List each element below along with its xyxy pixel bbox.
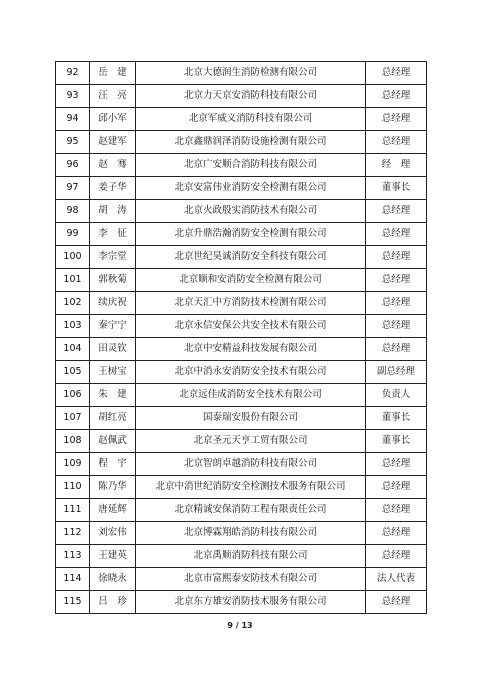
table-row xyxy=(56,62,427,85)
company-name-cell: 北京军威义消防科技有限公司 xyxy=(136,108,366,131)
person-name-cell: 王建英 xyxy=(90,545,136,568)
person-name-cell: 赵 骞 xyxy=(90,154,136,177)
job-title-cell: 总经理 xyxy=(366,292,427,315)
company-name-cell: 北京禹顺消防科技有限公司 xyxy=(136,545,366,568)
table-row xyxy=(56,522,427,545)
job-title-cell: 总经理 xyxy=(366,108,427,131)
company-name-cell: 北京顺和安消防安全检测有限公司 xyxy=(136,269,366,292)
row-number-cell: 113 xyxy=(56,545,90,568)
table-row xyxy=(56,246,427,269)
row-number-cell: 97 xyxy=(56,177,90,200)
table-row xyxy=(56,499,427,522)
company-name-cell: 北京中消永安消防安全技术有限公司 xyxy=(136,361,366,384)
row-number-cell: 92 xyxy=(56,62,90,85)
company-name-cell: 北京博霖翔皓消防科技有限公司 xyxy=(136,522,366,545)
table-row xyxy=(56,476,427,499)
row-number-cell: 110 xyxy=(56,476,90,499)
table-row xyxy=(56,384,427,407)
table-row xyxy=(56,591,427,614)
row-number-cell: 111 xyxy=(56,499,90,522)
person-name-cell: 李 征 xyxy=(90,223,136,246)
row-number-cell: 94 xyxy=(56,108,90,131)
job-title-cell: 董事长 xyxy=(366,177,427,200)
row-number-cell: 108 xyxy=(56,430,90,453)
row-number-cell: 114 xyxy=(56,568,90,591)
table-row xyxy=(56,177,427,200)
person-name-cell: 姜子华 xyxy=(90,177,136,200)
job-title-cell: 总经理 xyxy=(366,453,427,476)
row-number-cell: 96 xyxy=(56,154,90,177)
person-name-cell: 秦宁宁 xyxy=(90,315,136,338)
job-title-cell: 总经理 xyxy=(366,499,427,522)
table-row xyxy=(56,154,427,177)
person-name-cell: 岳 建 xyxy=(90,62,136,85)
table-row xyxy=(56,200,427,223)
person-name-cell: 续庆祝 xyxy=(90,292,136,315)
company-name-cell: 北京中安精益科技发展有限公司 xyxy=(136,338,366,361)
row-number-cell: 109 xyxy=(56,453,90,476)
job-title-cell: 经 理 xyxy=(366,154,427,177)
row-number-cell: 106 xyxy=(56,384,90,407)
company-name-cell: 北京远佳成消防安全技术有限公司 xyxy=(136,384,366,407)
row-number-cell: 99 xyxy=(56,223,90,246)
job-title-cell: 总经理 xyxy=(366,315,427,338)
job-title-cell: 总经理 xyxy=(366,85,427,108)
row-number-cell: 93 xyxy=(56,85,90,108)
row-number-cell: 103 xyxy=(56,315,90,338)
member-table xyxy=(55,61,427,614)
company-name-cell: 北京精诚安保消防工程有限责任公司 xyxy=(136,499,366,522)
table-row xyxy=(56,453,427,476)
row-number-cell: 115 xyxy=(56,591,90,614)
row-number-cell: 104 xyxy=(56,338,90,361)
row-number-cell: 112 xyxy=(56,522,90,545)
job-title-cell: 董事长 xyxy=(366,430,427,453)
person-name-cell: 胡 涛 xyxy=(90,200,136,223)
job-title-cell: 负责人 xyxy=(366,384,427,407)
person-name-cell: 汪 亮 xyxy=(90,85,136,108)
table-row xyxy=(56,568,427,591)
row-number-cell: 95 xyxy=(56,131,90,154)
company-name-cell: 北京天汇中方消防技术检测有限公司 xyxy=(136,292,366,315)
person-name-cell: 田灵钦 xyxy=(90,338,136,361)
table-row xyxy=(56,292,427,315)
person-name-cell: 邱小军 xyxy=(90,108,136,131)
table-row xyxy=(56,85,427,108)
row-number-cell: 98 xyxy=(56,200,90,223)
job-title-cell: 总经理 xyxy=(366,223,427,246)
person-name-cell: 唐延辉 xyxy=(90,499,136,522)
person-name-cell: 赵佩武 xyxy=(90,430,136,453)
table-row xyxy=(56,223,427,246)
company-name-cell: 北京中消世纪消防安全检测技术服务有限公司 xyxy=(136,476,366,499)
person-name-cell: 吕 珍 xyxy=(90,591,136,614)
person-name-cell: 赵建军 xyxy=(90,131,136,154)
job-title-cell: 总经理 xyxy=(366,338,427,361)
job-title-cell: 总经理 xyxy=(366,522,427,545)
job-title-cell: 总经理 xyxy=(366,545,427,568)
company-name-cell: 北京火政殷实消防技术有限公司 xyxy=(136,200,366,223)
job-title-cell: 总经理 xyxy=(366,591,427,614)
job-title-cell: 总经理 xyxy=(366,269,427,292)
person-name-cell: 徐晓永 xyxy=(90,568,136,591)
row-number-cell: 102 xyxy=(56,292,90,315)
company-name-cell: 北京鑫鼎润泽消防设施检测有限公司 xyxy=(136,131,366,154)
table-row xyxy=(56,430,427,453)
company-name-cell: 北京市富熙泰安防技术有限公司 xyxy=(136,568,366,591)
table-row xyxy=(56,315,427,338)
table-row xyxy=(56,269,427,292)
job-title-cell: 总经理 xyxy=(366,200,427,223)
row-number-cell: 100 xyxy=(56,246,90,269)
company-name-cell: 北京大德润生消防检测有限公司 xyxy=(136,62,366,85)
job-title-cell: 总经理 xyxy=(366,246,427,269)
company-name-cell: 北京永信安保公共安全技术有限公司 xyxy=(136,315,366,338)
company-name-cell: 北京力天京安消防科技有限公司 xyxy=(136,85,366,108)
job-title-cell: 总经理 xyxy=(366,62,427,85)
person-name-cell: 王树宝 xyxy=(90,361,136,384)
company-name-cell: 北京东方雄安消防技术服务有限公司 xyxy=(136,591,366,614)
page-number: 9 / 13 xyxy=(227,621,253,630)
job-title-cell: 董事长 xyxy=(366,407,427,430)
row-number-cell: 101 xyxy=(56,269,90,292)
row-number-cell: 105 xyxy=(56,361,90,384)
company-name-cell: 北京升鼎浩瀚消防安全检测有限公司 xyxy=(136,223,366,246)
table-row xyxy=(56,338,427,361)
company-name-cell: 北京智朗卓越消防科技有限公司 xyxy=(136,453,366,476)
table-row xyxy=(56,361,427,384)
person-name-cell: 陈乃华 xyxy=(90,476,136,499)
job-title-cell: 法人代表 xyxy=(366,568,427,591)
job-title-cell: 总经理 xyxy=(366,476,427,499)
person-name-cell: 刘宏伟 xyxy=(90,522,136,545)
company-name-cell: 北京世纪昊诚消防安全科技有限公司 xyxy=(136,246,366,269)
job-title-cell: 总经理 xyxy=(366,131,427,154)
company-name-cell: 北京广安顺合消防科技有限公司 xyxy=(136,154,366,177)
company-name-cell: 北京安富伟业消防安全检测有限公司 xyxy=(136,177,366,200)
person-name-cell: 朱 建 xyxy=(90,384,136,407)
company-name-cell: 国泰瑞安股份有限公司 xyxy=(136,407,366,430)
table-row xyxy=(56,108,427,131)
company-name-cell: 北京圣元天亨工贸有限公司 xyxy=(136,430,366,453)
person-name-cell: 程 宇 xyxy=(90,453,136,476)
person-name-cell: 胡红亮 xyxy=(90,407,136,430)
table-row xyxy=(56,131,427,154)
person-name-cell: 郭秋菊 xyxy=(90,269,136,292)
row-number-cell: 107 xyxy=(56,407,90,430)
job-title-cell: 副总经理 xyxy=(366,361,427,384)
member-table-body xyxy=(56,62,427,614)
table-row xyxy=(56,407,427,430)
person-name-cell: 李宗堂 xyxy=(90,246,136,269)
table-row xyxy=(56,545,427,568)
